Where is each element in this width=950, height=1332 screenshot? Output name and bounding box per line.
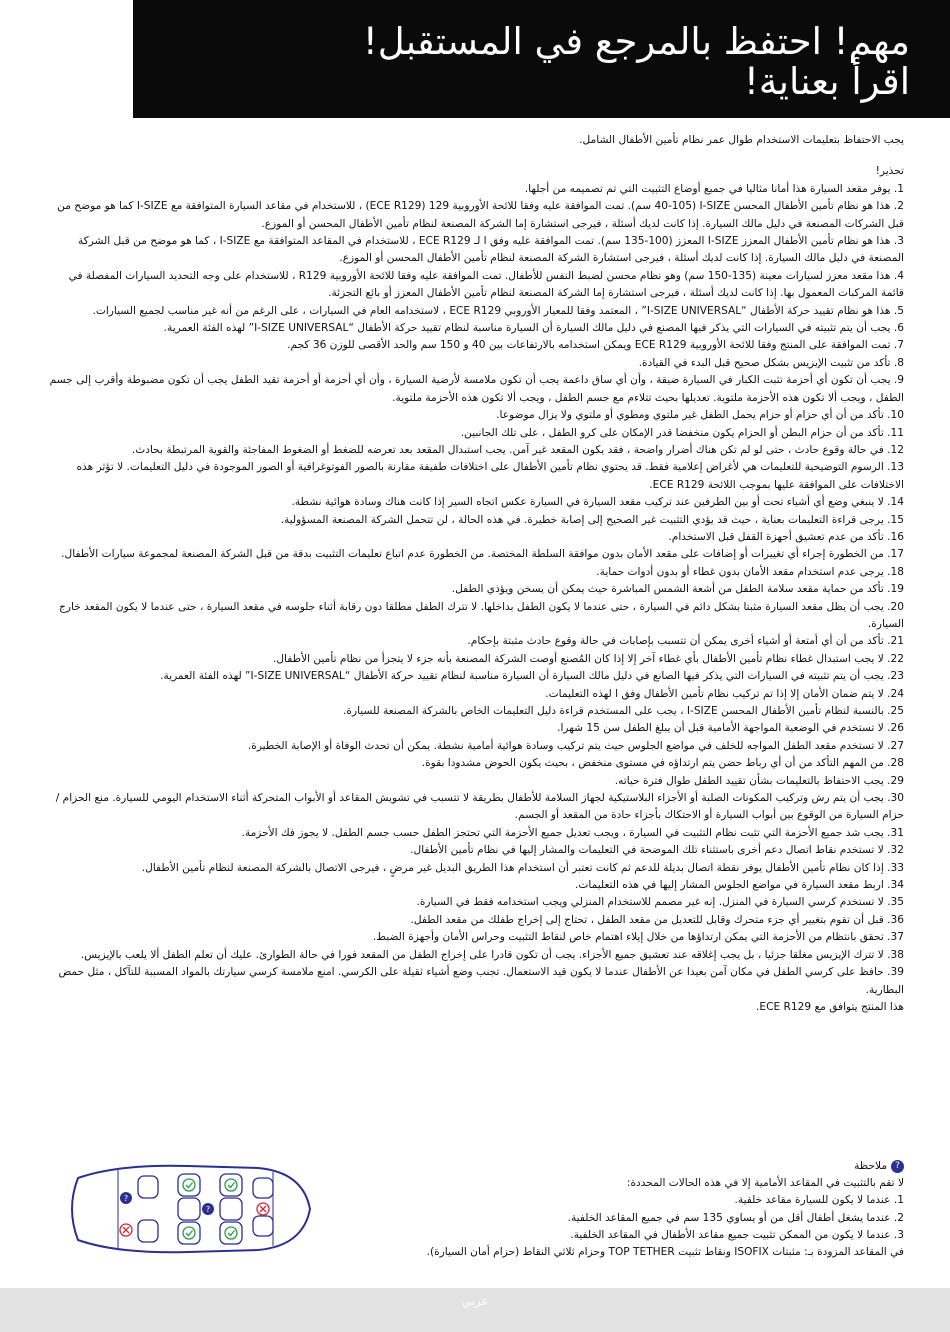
instructions-body — [48, 130, 904, 1016]
warning-item: 15. يرجى قراءة التعليمات بعناية ، حيث قد يؤدي التثبيت غير الصحيح إلى إصابة خطيرة. في هذه الحالة ، لن تتحمل الشركة المصنعة المسؤولية. — [280, 513, 904, 526]
warning-item: 34. اربط مقعد السيارة في مواضع الجلوس المشار إليها في هذه التعليمات. — [575, 879, 904, 892]
warning-item: 35. لا تستخدم كرسي السيارة في المنزل. إنه غير مصمم للاستخدام المنزلي ويجب استخدامه فقط في السيارة. — [416, 896, 904, 909]
ok-marker-3 — [183, 1227, 195, 1239]
header-title-line1: مهم! احتفظ بالمرجع في المستقبل! — [362, 20, 910, 63]
warning-item: 31. يجب شد جميع الأحزمة التي تثبت نظام التثبيت في السيارة ، ويجب تعديل جميع الأحزمة التي تحتجز الطفل حسب جسم الطفل. لا يجوز فك الأحزمة. — [241, 826, 904, 839]
ok-marker-1 — [183, 1179, 195, 1191]
warning-title: تحذير! — [875, 165, 904, 178]
no-marker-front — [120, 1224, 132, 1236]
warning-list — [48, 181, 904, 999]
warning-item: 2. هذا هو نظام تأمين الأطفال المحسن I-SIZE (40-105 سم). تمت الموافقة عليه وفقا للائحة الأوروبية 129 (ECE R129) ، للاستخدام في مقاعد السيارة المتوافقة مع I-SIZE كما هو موضح من قبل الشركات المصنعة في دليل مالك السيارة. إذا كانت لديك أسئلة ، فيرجى استشارة إما الشركة المصنعة لنظام تأمين الأطفال المحسن أو الموزع. — [57, 200, 904, 230]
notes-subtitle: لا تقم بالتثبيت في المقاعد الأمامية إلا في هذه الحالات المحددة: — [626, 1177, 904, 1190]
svg-text:?: ? — [205, 1205, 211, 1214]
footer-bar — [0, 1288, 950, 1332]
warning-item: 3. هذا هو نظام تأمين الأطفال المعزز I-SIZE المعزز (100-135 سم). تمت الموافقة عليه وفق ا لـ ECE R129 ، للاستخدام في المقاعد المتوافقة مع I-SIZE ، كما هو موضح من قبل الشركة المصنعة في دليل مالك السيارة. إذا كانت لديك أسئلة ، فيرجى استشارة الشركة المصنعة لنظام تأمين الأطفال المحسن أو الموزع. — [77, 235, 904, 265]
warning-item: 6. يجب أن يتم تثبيته في السيارات التي يذكر فيها المصنع في دليل مالك السيارة أن السيارة مناسبة لنظام تقييد حركة الأطفال “I-SIZE UNIVERSAL” لهذه الفئة العمرية. — [163, 322, 904, 335]
rear-seats — [253, 1178, 273, 1236]
warning-item: 33. إذا كان نظام تأمين الأطفال يوفر نقطة اتصال بديلة للدعم ثم كانت تعتبر أن استخدام هذا الطريق البديل غير مرضٍ ، فيرجى الاتصال بالشركة المصنعة لنظام تأمين الأطفال. — [141, 861, 904, 874]
warning-item: 27. لا تستخدم مقعد الطفل المواجه للخلف في مواضع الجلوس حيث يتم تركيب وسادة هوائية أمامية نشطة. يمكن أن تحدث الوفاة أو الإصابة الخطيرة. — [247, 739, 904, 752]
warning-item: 5. هذا هو نظام تقييد حركة الأطفال “I-SIZE UNIVERSAL” ، المعتمد وفقا للمعيار الأوروبي ECE R129 ، لاستخدامه العام في السيارات ، على الرغم من أنه غير مناسب لجميع السيارات. — [92, 304, 904, 317]
warning-item: 38. لا تترك الإيزيس مغلقا جزئيا ، بل يجب إغلاقه عند تعشيق جميع الأجزاء. يجب أن تكون قادرا على إخراج الطفل من المقعد فورا في حالة الطوارئ. عليك أن تعلم الطفل ألا يلعب بالإيزيس. — [80, 948, 904, 961]
question-marker-middle — [202, 1203, 214, 1215]
warning-item: 4. هذا مقعد معزز لسيارات معينة (135-150 سم) وهو نظام محسن لضبط النفس للأطفال. تمت الموافقة عليه وفقا للائحة الأوروبية R129 ، للاستخدام على وجه التحديد السيارات المفصلة في قائمة المركبات المعمول بها. إذا كانت لديك أسئلة ، فيرجى استشارة إما الشركة المصنعة لنظام تأمين الأطفال المعزز أو بائع التجزئة. — [68, 269, 904, 300]
warning-item: 29. يجب الاحتفاظ بالتعليمات بشأن تقييد الطفل طوال فترة حياته. — [614, 774, 904, 787]
notes-title: ملاحظة — [854, 1160, 887, 1172]
notes-block — [344, 1158, 904, 1261]
warning-item: 14. لا ينبغي وضع أي أشياء تحت أو بين الطرفين عند تركيب مقعد السيارة في السيارة عكس اتجاه السير إذا كانت هناك وسادة هوائية نشطة. — [291, 496, 904, 509]
warning-item: 24. لا يتم ضمان الأمان إلا إذا تم تركيب نظام تأمين الأطفال وفق ا لهذه التعليمات. — [545, 687, 904, 700]
warning-item: 39. حافظ على كرسي الطفل في مكان آمن بعيدا عن الأطفال عندما لا يكون قيد الاستعمال. تجنب وضع أشياء ثقيلة على الكرسي. امنع ملامسة كرسي سيارتك بالمواد المسببة للتآكل ، مثل حمض البطارية. — [58, 966, 904, 996]
notes-header — [344, 1158, 904, 1175]
warning-item: 17. من الخطورة إجراء أي تغييرات أو إضافات على مقعد الأمان بدون موافقة السلطة المختصة. من الخطورة عدم اتباع تعليمات التثبيت بدقة من قبل الشركة المصنعة لمجموعة سيارات الأطفال. — [61, 548, 904, 561]
warning-item: 8. تأكد من تثبيت الإيزيس بشكل صحيح قبل البدء في القيادة. — [638, 356, 904, 369]
warning-item: 28. من المهم التأكد من أن أي رباط حضن يتم ارتداؤه في مستوى منخفض ، بحيث يكون الحوض مشدودا بقوة. — [421, 757, 904, 770]
warning-item: 18. يرجى عدم استخدام مقعد الأمان بدون غطاء أو بدون أدوات حماية. — [596, 565, 904, 578]
warning-item: 37. تحقق بانتظام من الأحزمة التي يمكن ارتداؤها من خلال إيلاء اهتمام خاص لنقاط التثبيت وحراس الأمان وأجهزة الضبط. — [372, 931, 904, 944]
warning-item: 26. لا تستخدم في الوضعية المواجهة الأمامية قبل أن يبلغ الطفل سن 15 شهرا. — [557, 722, 904, 735]
warning-item: 10. تأكد من أن أي حزام أو حزام يحمل الطفل غير ملتوي ومطوي أو ملتوي ولا يزال موضوعا. — [496, 409, 904, 422]
notes-line: في المقاعد المزودة بـ: مثبتات ISOFIX ونقاط تثبيت TOP TETHER وحزام ثلاثي النقاط (حزام أمان السيارة). — [426, 1246, 904, 1259]
notes-line: 3. عندما لا يكون من الممكن تثبيت جميع مقاعد الأطفال في المقاعد الخلفية. — [570, 1228, 904, 1241]
header-title-line2: اقرأ بعناية! — [744, 60, 910, 103]
warning-item: 36. قبل أن تقوم بتغيير أي جزء متحرك وقابل للتعديل من مقعد الطفل ، تحتاج إلى إخراج طفلك من مقعد الطفل. — [410, 913, 904, 926]
warning-item: 20. يجب أن يظل مقعد السيارة مثبتا بشكل دائم في السيارة ، حتى عندما لا يكون الطفل بداخلها. لا تترك الطفل مطلقا دون رقابة أثناء جلوسه في مقعد السيارة ، حتى عندما لا يكون المقعد خارج السيارة. — [59, 600, 904, 630]
warning-item: 30. يجب أن يتم رش وتركيب المكونات الصلبة أو الأجزاء البلاستيكية لجهاز السلامة للأطفال بطريقة لا تتسبب في تشويش المقاعد أو الأبواب المتحركة أثناء الاستخدام اليومي للسيارة. منع الحزام / حزام السيارة من الوقوع بين أبواب السيارة أو الاحتكاك بأجزاء حادة من المقعد أو الجسم. — [55, 792, 904, 822]
question-circle-icon: ? — [891, 1160, 904, 1173]
warning-item: 9. يجب أن تكون أي أحزمة تثبت الكبار في السيارة ضيقة ، وأن أي ساق داعمة يجب أن تكون ملامسة لأرضية السيارة ، وأن أي أحزمة أو أحزمة تقيد الطفل يجب أن تكون مضبوطة وأقرب إلى جسم الطفل ، ويجب ألا تكون هذه الأحزمة ملتوية. تعديلها بحيث تتلاءم مع جسم الطفل ، ويجب ألا تكون هذه الأحزمة ملتوية. — [49, 374, 904, 404]
warning-item: 23. يجب أن يتم تثبيته في السيارات التي يذكر فيها الصانع في دليل مالك السيارة أن السيارة مناسبة لنظام تقييد حركة الأطفال “I-SIZE UNIVERSAL” لهذه الفئة العمرية. — [160, 670, 904, 683]
notes-line: 2. عندما يشغل أطفال أقل من أو يساوي 135 سم في جميع المقاعد الخلفية. — [567, 1211, 904, 1224]
intro-text: يجب الاحتفاظ بتعليمات الاستخدام طوال عمر نظام تأمين الأطفال الشامل. — [579, 134, 904, 146]
warning-item: 12. في حالة وقوع حادث ، حتى لو لم تكن هناك أضرار واضحة ، فقد يكون المقعد غير آمن. يجب استبدال المقعد بعد تعرضه للضغط أو الضغوط المفاجئة والقوية المرتبطة بحادث. — [131, 443, 904, 456]
front-seat-left — [138, 1176, 158, 1242]
warning-item: 21. تأكد من أن أي أمتعة أو أشياء أخرى يمكن أن تتسبب بإصابات في حالة وقوع حادث مثبتة بإحكام. — [467, 635, 904, 648]
compliance-line: هذا المنتج يتوافق مع ECE R129. — [756, 1000, 904, 1013]
svg-text:?: ? — [123, 1194, 129, 1203]
ok-marker-4 — [225, 1227, 237, 1239]
language-label: عربي — [461, 1294, 489, 1308]
warning-item: 32. لا تستخدم نقاط اتصال دعم أخرى باستثناء تلك الموضحة في التعليمات والمشار إليها في نظام تأمين الأطفال. — [410, 844, 904, 857]
car-seat-diagram — [58, 1160, 320, 1258]
header-banner — [133, 0, 950, 118]
warning-item: 7. تمت الموافقة على المنتج وفقا للائحة الأوروبية ECE R129 ويمكن استخدامه بالارتفاعات بين 40 و 150 سم والحد الأقصى للوزن 36 كجم. — [287, 339, 904, 352]
no-marker-rear — [257, 1203, 269, 1215]
warning-item: 22. لا يجب استبدال غطاء نظام تأمين الأطفال بأي غطاء آخر إلا إذا كان المُصنع أوصت الشركة المصنعة بأنه جزء لا يتجزأ من نظام تأمين الأطفال. — [272, 652, 904, 665]
warning-item: 25. بالنسبة لنظام تأمين الأطفال المحسن I-SIZE ، يجب على المستخدم قراءة دليل التعليمات الخاص بالشركة المصنعة للسيارة. — [343, 705, 904, 717]
question-marker-front — [120, 1192, 132, 1204]
page-margin — [0, 0, 124, 118]
warning-item: 11. تأكد من أن حزام البطن أو الحزام يكون منخفضا قدر الإمكان على كرو الطفل ، على تلك الجانبين. — [460, 426, 904, 439]
notes-line: 1. عندما لا يكون للسيارة مقاعد خلفية. — [734, 1194, 904, 1207]
warning-item: 1. يوفر مقعد السيارة هذا أمانا مثاليا في جميع أوضاع التثبيت التي تم تصميمه من أجلها. — [524, 182, 904, 195]
installation-notes-section — [48, 1158, 904, 1268]
warning-item: 13. الرسوم التوضيحية للتعليمات هي لأغراض إعلامية فقط. قد يحتوي نظام تأمين الأطفال على اختلافات طفيفة مقارنة بالصور الفوتوغرافية أو الصور الموجودة في دليل التعليمات. لا تؤثر هذه الاختلافات على الموافقة عليها بموجب اللائحة ECE R129. — [76, 461, 904, 491]
warning-item: 16. تأكد من عدم تعشيق أجهزة القفل قبل الاستخدام. — [668, 530, 904, 543]
ok-marker-2 — [225, 1179, 237, 1191]
warning-item: 19. تأكد من حماية مقعد سلامة الطفل من أشعة الشمس المباشرة حيث يمكن أن يسخن ويؤذي الطفل. — [451, 583, 904, 596]
